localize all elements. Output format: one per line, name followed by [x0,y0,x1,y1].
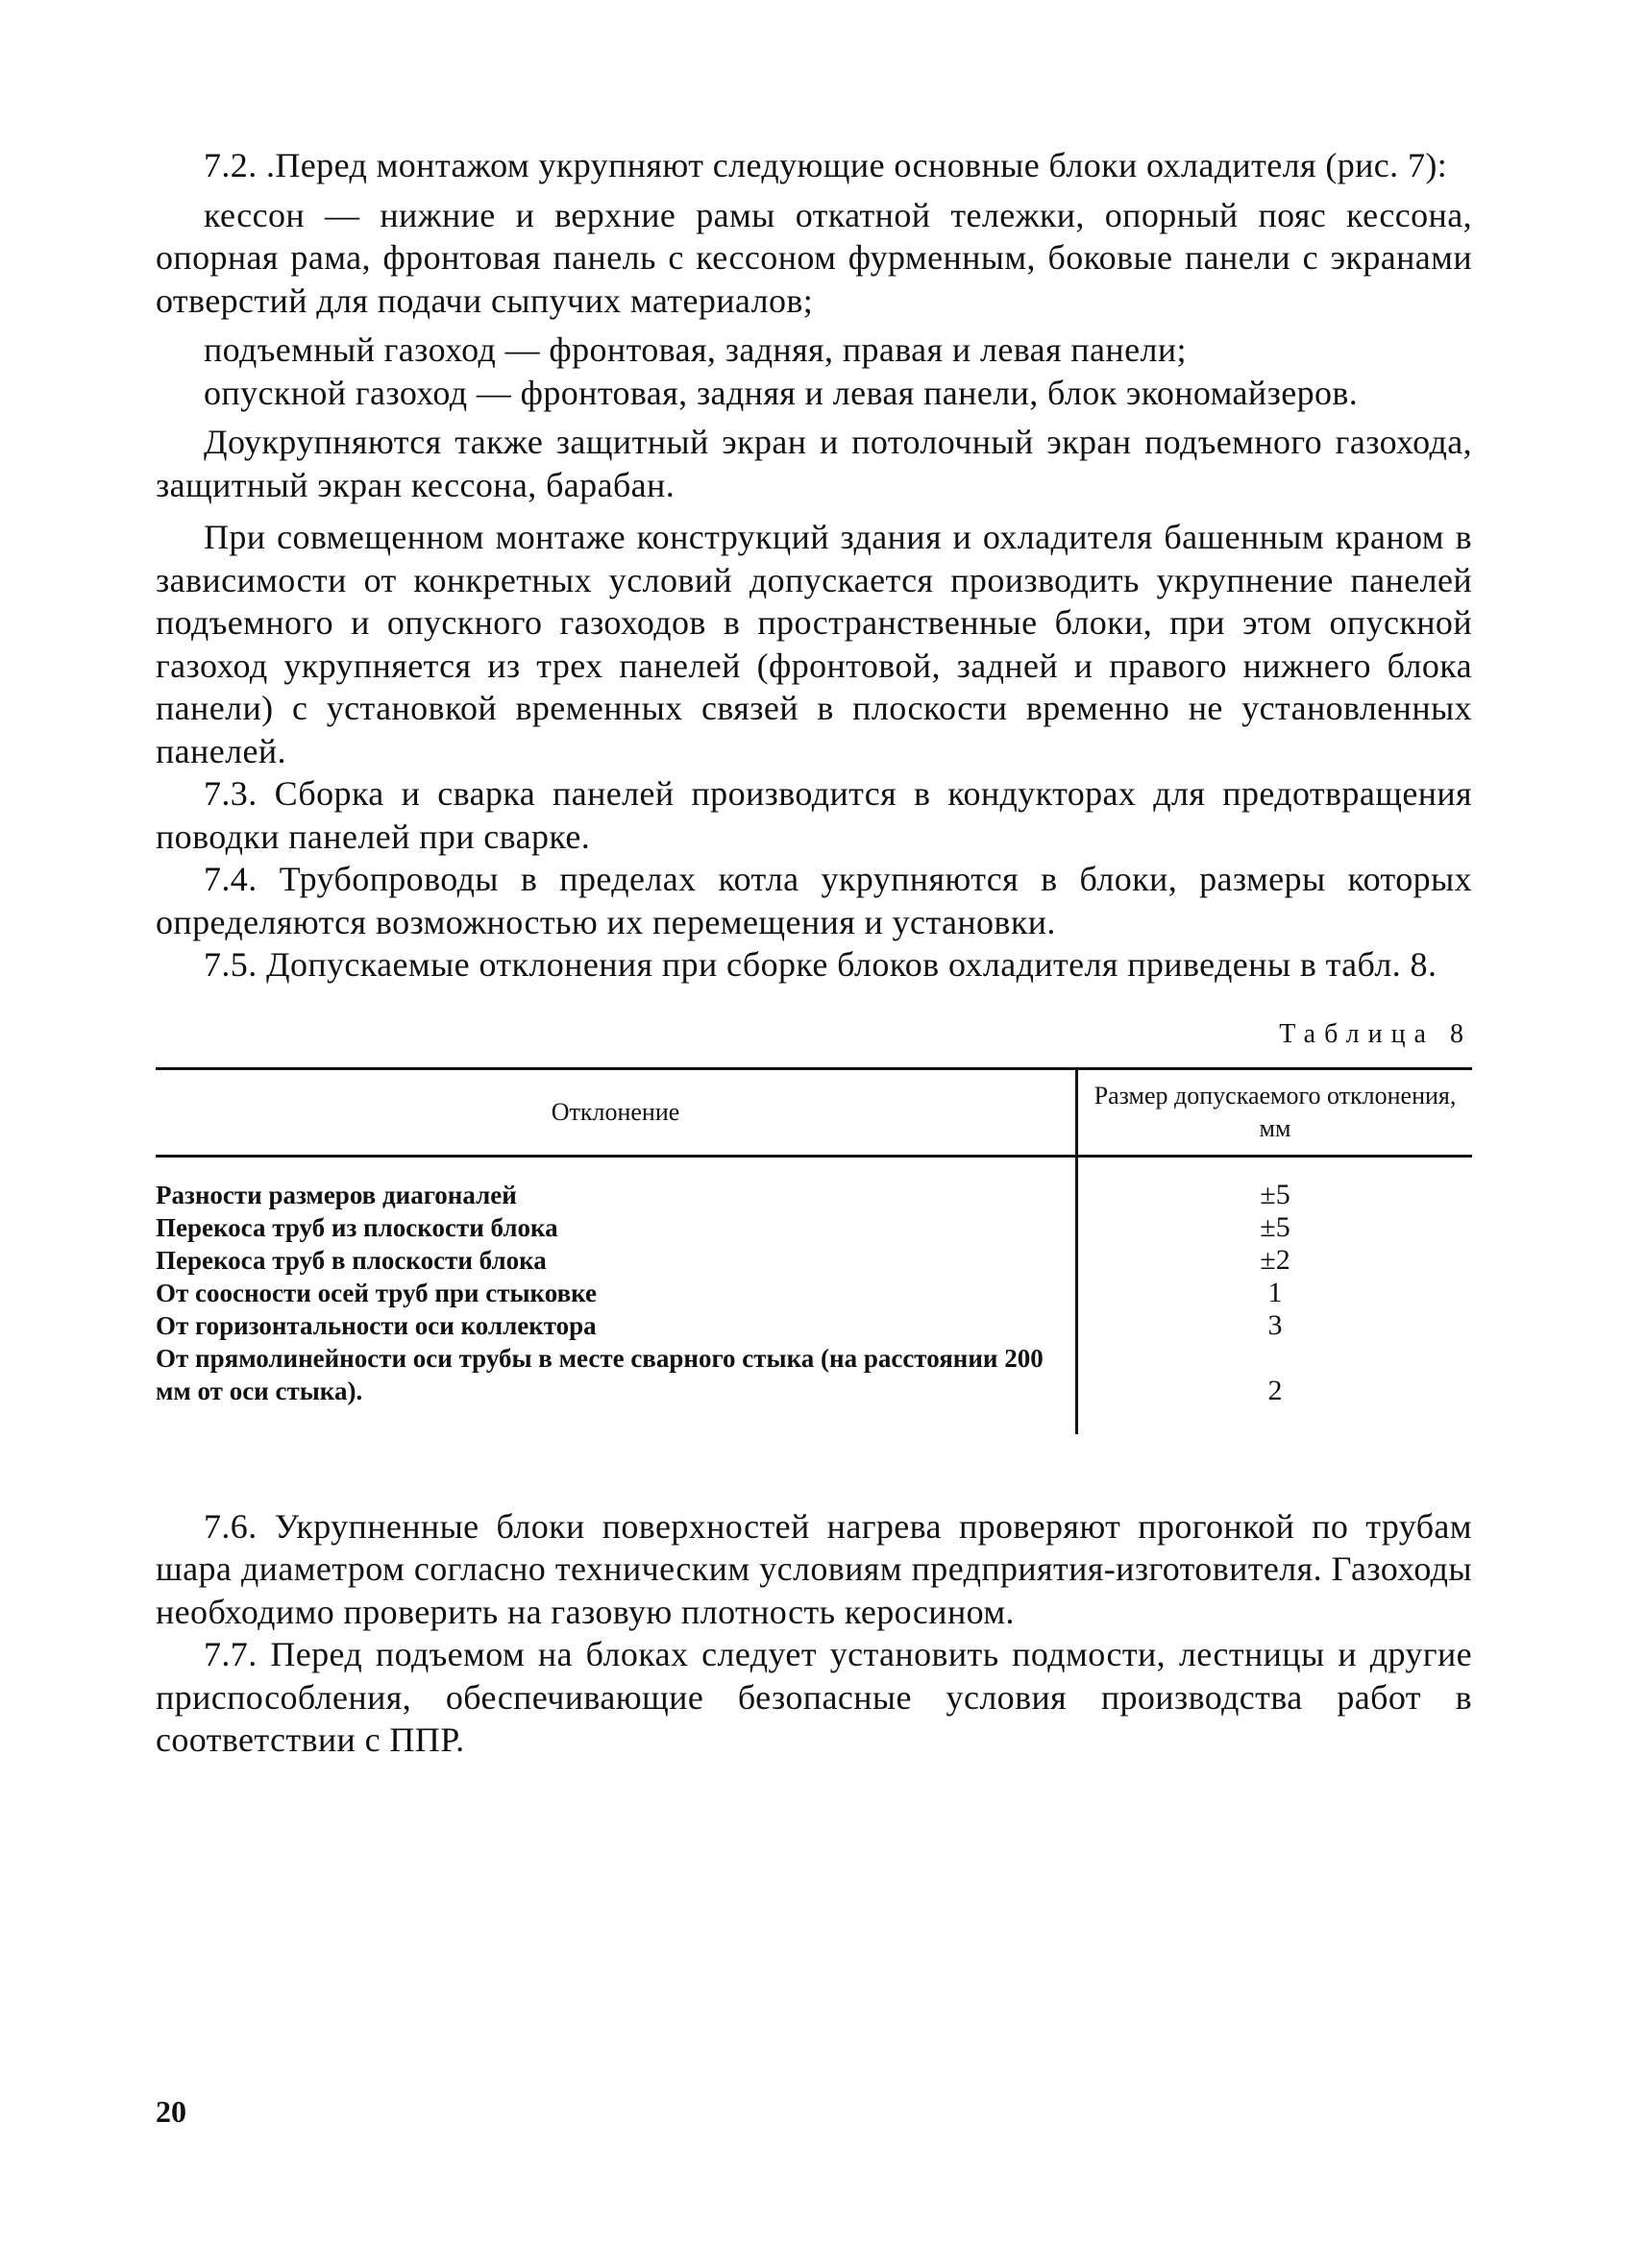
paragraph-rising-flue: подъемный газоход — фронтовая, задняя, правая и левая панели; [204,330,1187,369]
table-row [156,1156,1472,1211]
value-cell: 1 [1267,1276,1283,1308]
page-number: 20 [156,2094,186,2129]
table-row [156,1211,1472,1244]
value-cell: ±5 [1260,1210,1290,1243]
deviation-cell: От соосности осей труб при стыковке [156,1277,1077,1309]
deviation-cell: Разности размеров диагоналей [156,1156,1077,1211]
table-row [156,1244,1472,1277]
paragraph-7-7: 7.7. Перед подъемом на блоках следует установить подмости, лестницы и другие приспособления, обеспечивающие безопасные условия производства работ в соответствии с ППР. [156,1635,1472,1759]
document-page [156,144,1472,1762]
value-cell: 3 [1267,1308,1283,1341]
deviation-table [156,1067,1472,1434]
table-header-row [156,1068,1472,1156]
value-cell: 2 [1267,1374,1283,1406]
paragraph-descending-flue: опускной газоход — фронтовая, задняя и левая панели, блок экономайзеров. [204,373,1359,412]
table-title: Таблица 8 [1279,1018,1472,1049]
paragraph-7-3: 7.3. Сборка и сварка панелей производится в кондукторах для предотвращения поводки панелей при сварке. [156,774,1472,856]
header-allowed-size: Размер допускаемого отклонения, мм [1093,1081,1457,1142]
value-cell: ±5 [1260,1178,1290,1210]
paragraph-7-2: 7.2. .Перед монтажом укрупняют следующие основные блоки охладителя (рис. 7): [204,146,1448,184]
table-row [156,1277,1472,1309]
deviation-cell: Перекоса труб в плоскости блока [156,1244,1077,1277]
paragraph-7-5: 7.5. Допускаемые отклонения при сборке блоков охладителя приведены в табл. 8. [204,945,1437,984]
paragraph-combined-installation: При совмещенном монтаже конструкций здания и охладителя башенным краном в зависимости от конкретных условий допускается производить укрупнение панелей подъемного и опускного газоходов в пространственные блоки, при этом опускной газоход укрупняется из трех панелей (фронтовой, задней и правого нижнего блока панели) с установкой временных связей в плоскости временно не установленных панелей. [156,518,1472,770]
table-row [156,1342,1472,1434]
paragraph-additional-blocks: Доукрупняются также защитный экран и потолочный экран подъемного газохода, защитный экран кессона, барабан. [156,423,1472,504]
deviation-cell: От горизонтальности оси коллектора [156,1309,1077,1342]
deviation-cell: Перекоса труб из плоскости блока [156,1211,1077,1244]
paragraph-7-4: 7.4. Трубопроводы в пределах котла укрупняются в блоки, размеры которых определяются возможностью их перемещения и установки. [156,860,1472,941]
header-deviation: Отклонение [156,1068,1077,1156]
deviation-cell: От прямолинейности оси трубы в месте сварного стыка (на расстоянии 200 мм от оси стыка). [156,1342,1077,1434]
paragraph-caisson: кессон — нижние и верхние рамы откатной тележки, опорный пояс кессона, опорная рама, фронтовая панель с кессоном фурменным, боковые панели с экранами отверстий для подачи сыпучих материалов; [156,195,1472,320]
table-row [156,1309,1472,1342]
value-cell: ±2 [1260,1243,1290,1276]
paragraph-7-6: 7.6. Укрупненные блоки поверхностей нагрева проверяют прогонкой по трубам шара диаметром согласно техническим условиям предприятия-изготовителя. Газоходы необходимо проверить на газовую плотность керосином. [156,1506,1472,1631]
